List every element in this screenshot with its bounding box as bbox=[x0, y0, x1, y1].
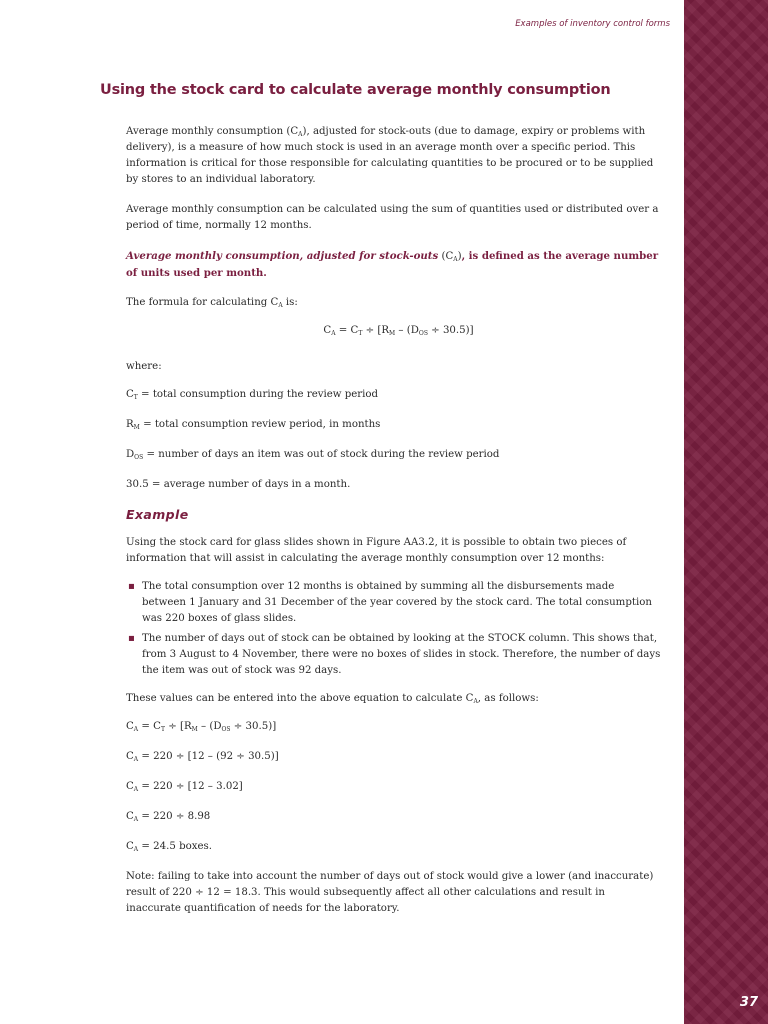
definition-ct: $C_T$ = total consumption during the review period bbox=[126, 389, 379, 401]
calculation-line-5: $C_A = 24.5$ boxes. bbox=[126, 841, 212, 853]
decorative-sidebar bbox=[684, 0, 768, 1024]
page-title: Using the stock card to calculate average monthly consumption bbox=[100, 82, 611, 98]
calculation-line-2: $C_A = 220 \div [12 - (92 \div 30.5)]$ bbox=[126, 751, 279, 763]
values-intro: These values can be entered into the above equation to calculate $C_A$, as follows: bbox=[126, 693, 539, 705]
bullet-icon: ▪ bbox=[128, 633, 135, 644]
example-heading: Example bbox=[126, 507, 189, 522]
note-paragraph: Note: failing to take into account the number of days out of stock would give a lower (and inaccurate) result of 220 ÷ 12 = 18.3. This would subsequently affect all other calculations and result in inaccurate quantification of needs for the laboratory. bbox=[126, 871, 654, 914]
formula-intro: The formula for calculating $C_A$ is: bbox=[126, 297, 298, 309]
definition-rm: $R_M$ = total consumption review period, in months bbox=[126, 419, 381, 431]
intro-paragraph-1: Average monthly consumption $(C_A)$, adjusted for stock-outs (due to damage, expiry or problems with delivery), is a measure of how much stock is used in an average month over a specific period. This information is critical for those responsible for calculating quantities to be procured or to be supplied by stores to an individual laboratory. bbox=[126, 126, 654, 185]
list-item: ▪ The number of days out of stock can be obtained by looking at the STOCK column. This shows that, from 3 August to 4 November, there were no boxes of slides in stock. Therefore, the number of days the item was out of stock was 92 days. bbox=[128, 633, 661, 676]
example-bullet-list bbox=[126, 579, 661, 679]
definition-days: 30.5 = average number of days in a month. bbox=[126, 479, 351, 490]
intro-paragraph-2: Average monthly consumption can be calculated using the sum of quantities used or distributed over a period of time, normally 12 months. bbox=[126, 204, 659, 231]
definition-paragraph: Average monthly consumption, adjusted for stock-outs $(C_A)$, is defined as the average number of units used per month. bbox=[126, 250, 659, 279]
main-content bbox=[126, 124, 661, 917]
calculation-line-3: $C_A = 220 \div [12 - 3.02]$ bbox=[126, 781, 243, 793]
page-number: 37 bbox=[739, 995, 758, 1010]
running-header: Examples of inventory control forms bbox=[515, 19, 670, 29]
calculation-line-1: $C_A = C_T \div [R_M - (D_{OS} \div 30.5)]$ bbox=[126, 721, 277, 733]
list-item: ▪ The total consumption over 12 months is obtained by summing all the disbursements made between 1 January and 31 December of the year covered by the stock card. The total consumption was 220 boxes of glass slides. bbox=[128, 581, 652, 624]
calculation-line-4: $C_A = 220 \div 8.98$ bbox=[126, 811, 211, 823]
definition-dos: $D_{OS}$ = number of days an item was out of stock during the review period bbox=[126, 449, 500, 461]
where-label: where: bbox=[126, 361, 162, 372]
main-formula: $C_A = C_T \div [R_M - (D_{OS} \div 30.5)]$ bbox=[323, 325, 474, 337]
bullet-icon: ▪ bbox=[128, 581, 135, 592]
example-intro: Using the stock card for glass slides shown in Figure AA3.2, it is possible to obtain two pieces of information that will assist in calculating the average monthly consumption over 12 months: bbox=[126, 537, 627, 564]
